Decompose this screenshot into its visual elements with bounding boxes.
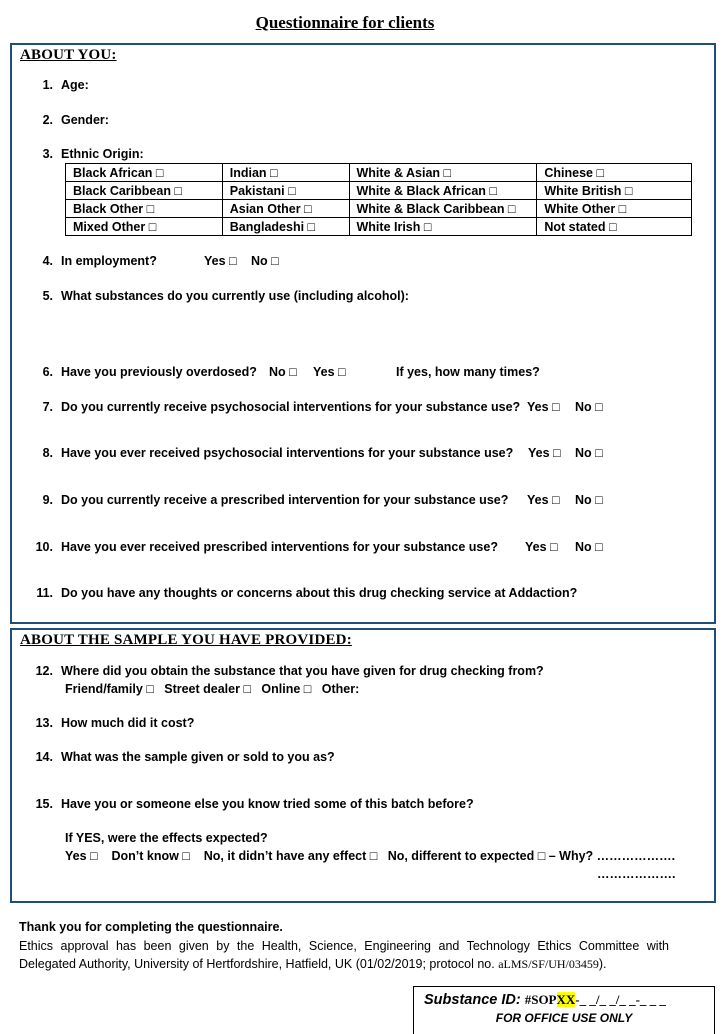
thank-you-text: Thank you for completing the questionnaire. (19, 920, 283, 934)
question-text: Do you have any thoughts or concerns about this drug checking service at Addaction? (61, 586, 578, 600)
table-row (66, 218, 692, 236)
yes-checkbox[interactable]: Yes □ (204, 254, 237, 268)
question-text: What substances do you currently use (including alcohol): (61, 289, 409, 303)
question-text: Gender: (61, 113, 109, 127)
section-heading-about-sample: ABOUT THE SAMPLE YOU HAVE PROVIDED: (20, 632, 352, 648)
substance-id-label: Substance ID: (424, 992, 521, 1008)
no-checkbox[interactable]: No □ (575, 446, 603, 460)
ethnic-option[interactable]: Indian □ (222, 164, 349, 182)
ethnic-option[interactable]: Black African □ (66, 164, 223, 182)
effects-options[interactable]: Yes □ Don’t know □ No, it didn’t have any effect □ No, different to expected □ – Why? ………………. (65, 849, 676, 863)
section-heading-about-you: ABOUT YOU: (20, 47, 117, 63)
ethnic-option[interactable]: Not stated □ (537, 218, 692, 236)
no-checkbox[interactable]: No □ (575, 540, 603, 554)
question-text: Have you or someone else you know tried some of this batch before? (61, 797, 474, 811)
ethnic-option[interactable]: White Irish □ (349, 218, 537, 236)
question-number: 3. (42, 147, 53, 161)
ethnic-option[interactable]: White & Asian □ (349, 164, 537, 182)
question-text: Do you currently receive a prescribed intervention for your substance use? (61, 493, 509, 507)
yes-checkbox[interactable]: Yes □ (527, 493, 560, 507)
question-number: 6. (42, 365, 53, 379)
question-number: 13. (35, 716, 53, 730)
ethnic-option[interactable]: Bangladeshi □ (222, 218, 349, 236)
question-text: In employment? (61, 254, 157, 268)
question-number: 10. (35, 540, 53, 554)
table-row (66, 164, 692, 182)
question-text: Have you ever received prescribed interventions for your substance use? (61, 540, 498, 554)
no-checkbox[interactable]: No □ (575, 400, 603, 414)
table-row (66, 182, 692, 200)
substance-id-blanks[interactable]: -_ _/_ _/_ _-_ _ _ (575, 992, 666, 1007)
source-options[interactable]: Friend/family □ Street dealer □ Online □ Other: (65, 682, 360, 696)
ethnic-option[interactable]: Black Other □ (66, 200, 223, 218)
question-text: Where did you obtain the substance that you have given for drug checking from? (61, 664, 544, 678)
substance-id-prefix: #SOP (524, 992, 557, 1007)
office-use-label: FOR OFFICE USE ONLY (495, 1011, 633, 1025)
ethnic-origin-table (65, 163, 692, 236)
question-number: 14. (35, 750, 53, 764)
yes-checkbox[interactable]: Yes □ (525, 540, 558, 554)
substance-id-highlight: XX (556, 992, 576, 1007)
followup-question: If YES, were the effects expected? (65, 831, 268, 845)
ethics-end: ). (598, 957, 607, 971)
ethnic-option[interactable]: Pakistani □ (222, 182, 349, 200)
ethnic-option[interactable]: Chinese □ (537, 164, 692, 182)
no-checkbox[interactable]: No □ (575, 493, 603, 507)
ethnic-option[interactable]: White Other □ (537, 200, 692, 218)
ethics-statement (19, 937, 669, 974)
question-number: 1. (42, 78, 53, 92)
yes-checkbox[interactable]: Yes □ (527, 400, 560, 414)
footer (19, 918, 669, 974)
ethnic-option[interactable]: Asian Other □ (222, 200, 349, 218)
question-text: What was the sample given or sold to you as? (61, 750, 335, 764)
question-number: 2. (42, 113, 53, 127)
ethnic-option[interactable]: Mixed Other □ (66, 218, 223, 236)
page-title: Questionnaire for clients (255, 13, 435, 32)
no-checkbox[interactable]: No □ (269, 365, 297, 379)
question-text: Age: (61, 78, 89, 92)
protocol-number: aLMS/SF/UH/03459 (498, 957, 599, 971)
question-number: 12. (35, 664, 53, 678)
ethnic-option[interactable]: White & Black Caribbean □ (349, 200, 537, 218)
question-text: Have you ever received psychosocial interventions for your substance use? (61, 446, 514, 460)
question-text: How much did it cost? (61, 716, 195, 730)
table-row (66, 200, 692, 218)
about-you-section (10, 43, 716, 624)
no-checkbox[interactable]: No □ (251, 254, 279, 268)
ethnic-option[interactable]: Black Caribbean □ (66, 182, 223, 200)
question-number: 9. (42, 493, 53, 507)
yes-checkbox[interactable]: Yes □ (528, 446, 561, 460)
question-number: 7. (42, 400, 53, 414)
question-text: Ethnic Origin: (61, 147, 144, 161)
substance-id-box (413, 986, 715, 1034)
question-number: 4. (42, 254, 53, 268)
question-text: Have you previously overdosed? (61, 365, 257, 379)
question-number: 11. (36, 586, 53, 600)
ethnic-option[interactable]: White British □ (537, 182, 692, 200)
ethics-text: Ethics approval has been given by the Health, Science, Engineering and Technology Ethics Committee with Delegated Authority, University of Hertfordshire, Hatfield, UK (01/02/2019; protocol no. (19, 938, 669, 971)
followup-text: If yes, how many times? (396, 365, 540, 379)
question-number: 8. (42, 446, 53, 460)
yes-checkbox[interactable]: Yes □ (313, 365, 346, 379)
question-text: Do you currently receive psychosocial interventions for your substance use? (61, 400, 521, 414)
question-number: 5. (42, 289, 53, 303)
substance-id-line (424, 992, 666, 1008)
ethnic-option[interactable]: White & Black African □ (349, 182, 537, 200)
question-number: 15. (35, 797, 53, 811)
why-continuation: ………………. (597, 867, 676, 881)
